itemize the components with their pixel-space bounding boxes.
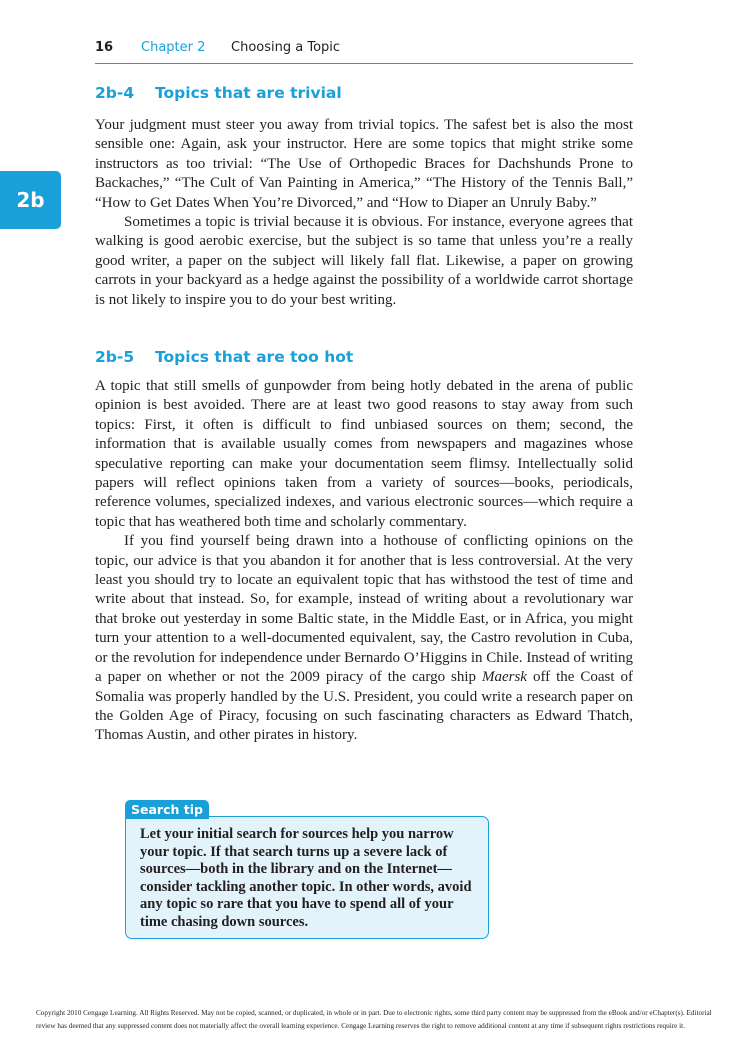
paragraph-text: If you find yourself being drawn into a hothouse of conflicting opinions on the topic, our advice is that you abandon it for another that is less controversial. At the very least you should try to locate an equivalent topic that has withstood the test of time and write about that instead. So, for example, instead of writing about a revolutionary war that broke out yesterday in some Baltic state, in the Middle East, or in Africa, you might turn your attention to a well-documented equivalent, say, the Castro revolution in Cuba, or the revolution for independence under Bernardo O’Higgins in Chile. Instead of writing a paper on whether or not the 2009 piracy of the cargo ship bbox=[95, 533, 633, 686]
ship-name: Maersk bbox=[481, 669, 527, 686]
section-heading-2b-5 bbox=[95, 348, 353, 366]
paragraph bbox=[95, 532, 633, 745]
page-number: 16 bbox=[95, 40, 114, 55]
section-title: Topics that are trivial bbox=[155, 84, 342, 102]
paragraph: Your judgment must steer you away from trivial topics. The safest bet is also the most sensible one: Again, ask your instructor. Here are some topics that might strike some instructors as too trivial: “The Use of Orthopedic Braces for Dachshunds Prone to Backaches,” “The Cult of Van Painting in America,” “The History of the Tennis Ball,” “How to Get Dates When You’re Divorced,” and “How to Diaper an Unruly Baby.” bbox=[95, 117, 633, 211]
chapter-title: Choosing a Topic bbox=[231, 40, 341, 55]
paragraph-text: off the Coast of Somalia was properly handled by the U.S. President, you could write a research paper on the Golden Age of Piracy, focusing on such fascinating characters as Edward Thatch, Thomas Austin, and other pirates in history. bbox=[95, 669, 633, 744]
search-tip-text: Let your initial search for sources help you narrow your topic. If that search turns up a severe lack of sources—both in the library and on the Internet—consider tackling another topic. In other words, avoid any topic so rare that you have to spend all of your time chasing down sources. bbox=[140, 826, 472, 930]
paragraph: Sometimes a topic is trivial because it is obvious. For instance, everyone agrees that walking is good aerobic exercise, but the subject is so tame that unless you’re a really good writer, a paper on the subject will likely fall flat. Likewise, a paper on growing carrots in your backyard as a hedge against the possibility of a worldwide carrot shortage is not likely to inspire you to do your best writing. bbox=[95, 214, 633, 308]
section-body-2b-4 bbox=[95, 116, 633, 310]
section-number: 2b-4 bbox=[95, 84, 135, 102]
section-number: 2b-5 bbox=[95, 348, 135, 366]
paragraph: A topic that still smells of gunpowder from being hotly debated in the arena of public opinion is best avoided. There are at least two good reasons to stay away from such topics: First, it often is difficult to find unbiased sources on them; second, the information that is available usually comes from newspapers and magazines whose speculative reporting can make your documentation seem flimsy. Intellectually solid papers will reflect opinions taken from a variety of sources—books, periodicals, reference volumes, specialized indexes, and various electronic sources—which require a topic that has weathered both time and scholarly commentary. bbox=[95, 378, 633, 530]
section-side-tab: 2b bbox=[0, 171, 61, 229]
copyright-footer: Copyright 2010 Cengage Learning. All Rights Reserved. May not be copied, scanned, or duplicated, in whole or in part. Due to electronic rights, some third party content may be suppressed from the eBook and/or eChapter(s). Editorial review has deemed that any suppressed content does not materially affect the overall learning experience. Cengage Learning reserves the right to remove additional content at any time if subsequent rights restrictions require it. bbox=[36, 1009, 712, 1030]
running-header bbox=[95, 39, 633, 64]
section-title: Topics that are too hot bbox=[155, 348, 354, 366]
chapter-label: Chapter 2 bbox=[141, 40, 206, 55]
section-heading-2b-4 bbox=[95, 84, 342, 102]
search-tip-box bbox=[125, 816, 489, 939]
section-body-2b-5 bbox=[95, 377, 633, 746]
search-tip-label: Search tip bbox=[125, 800, 209, 819]
